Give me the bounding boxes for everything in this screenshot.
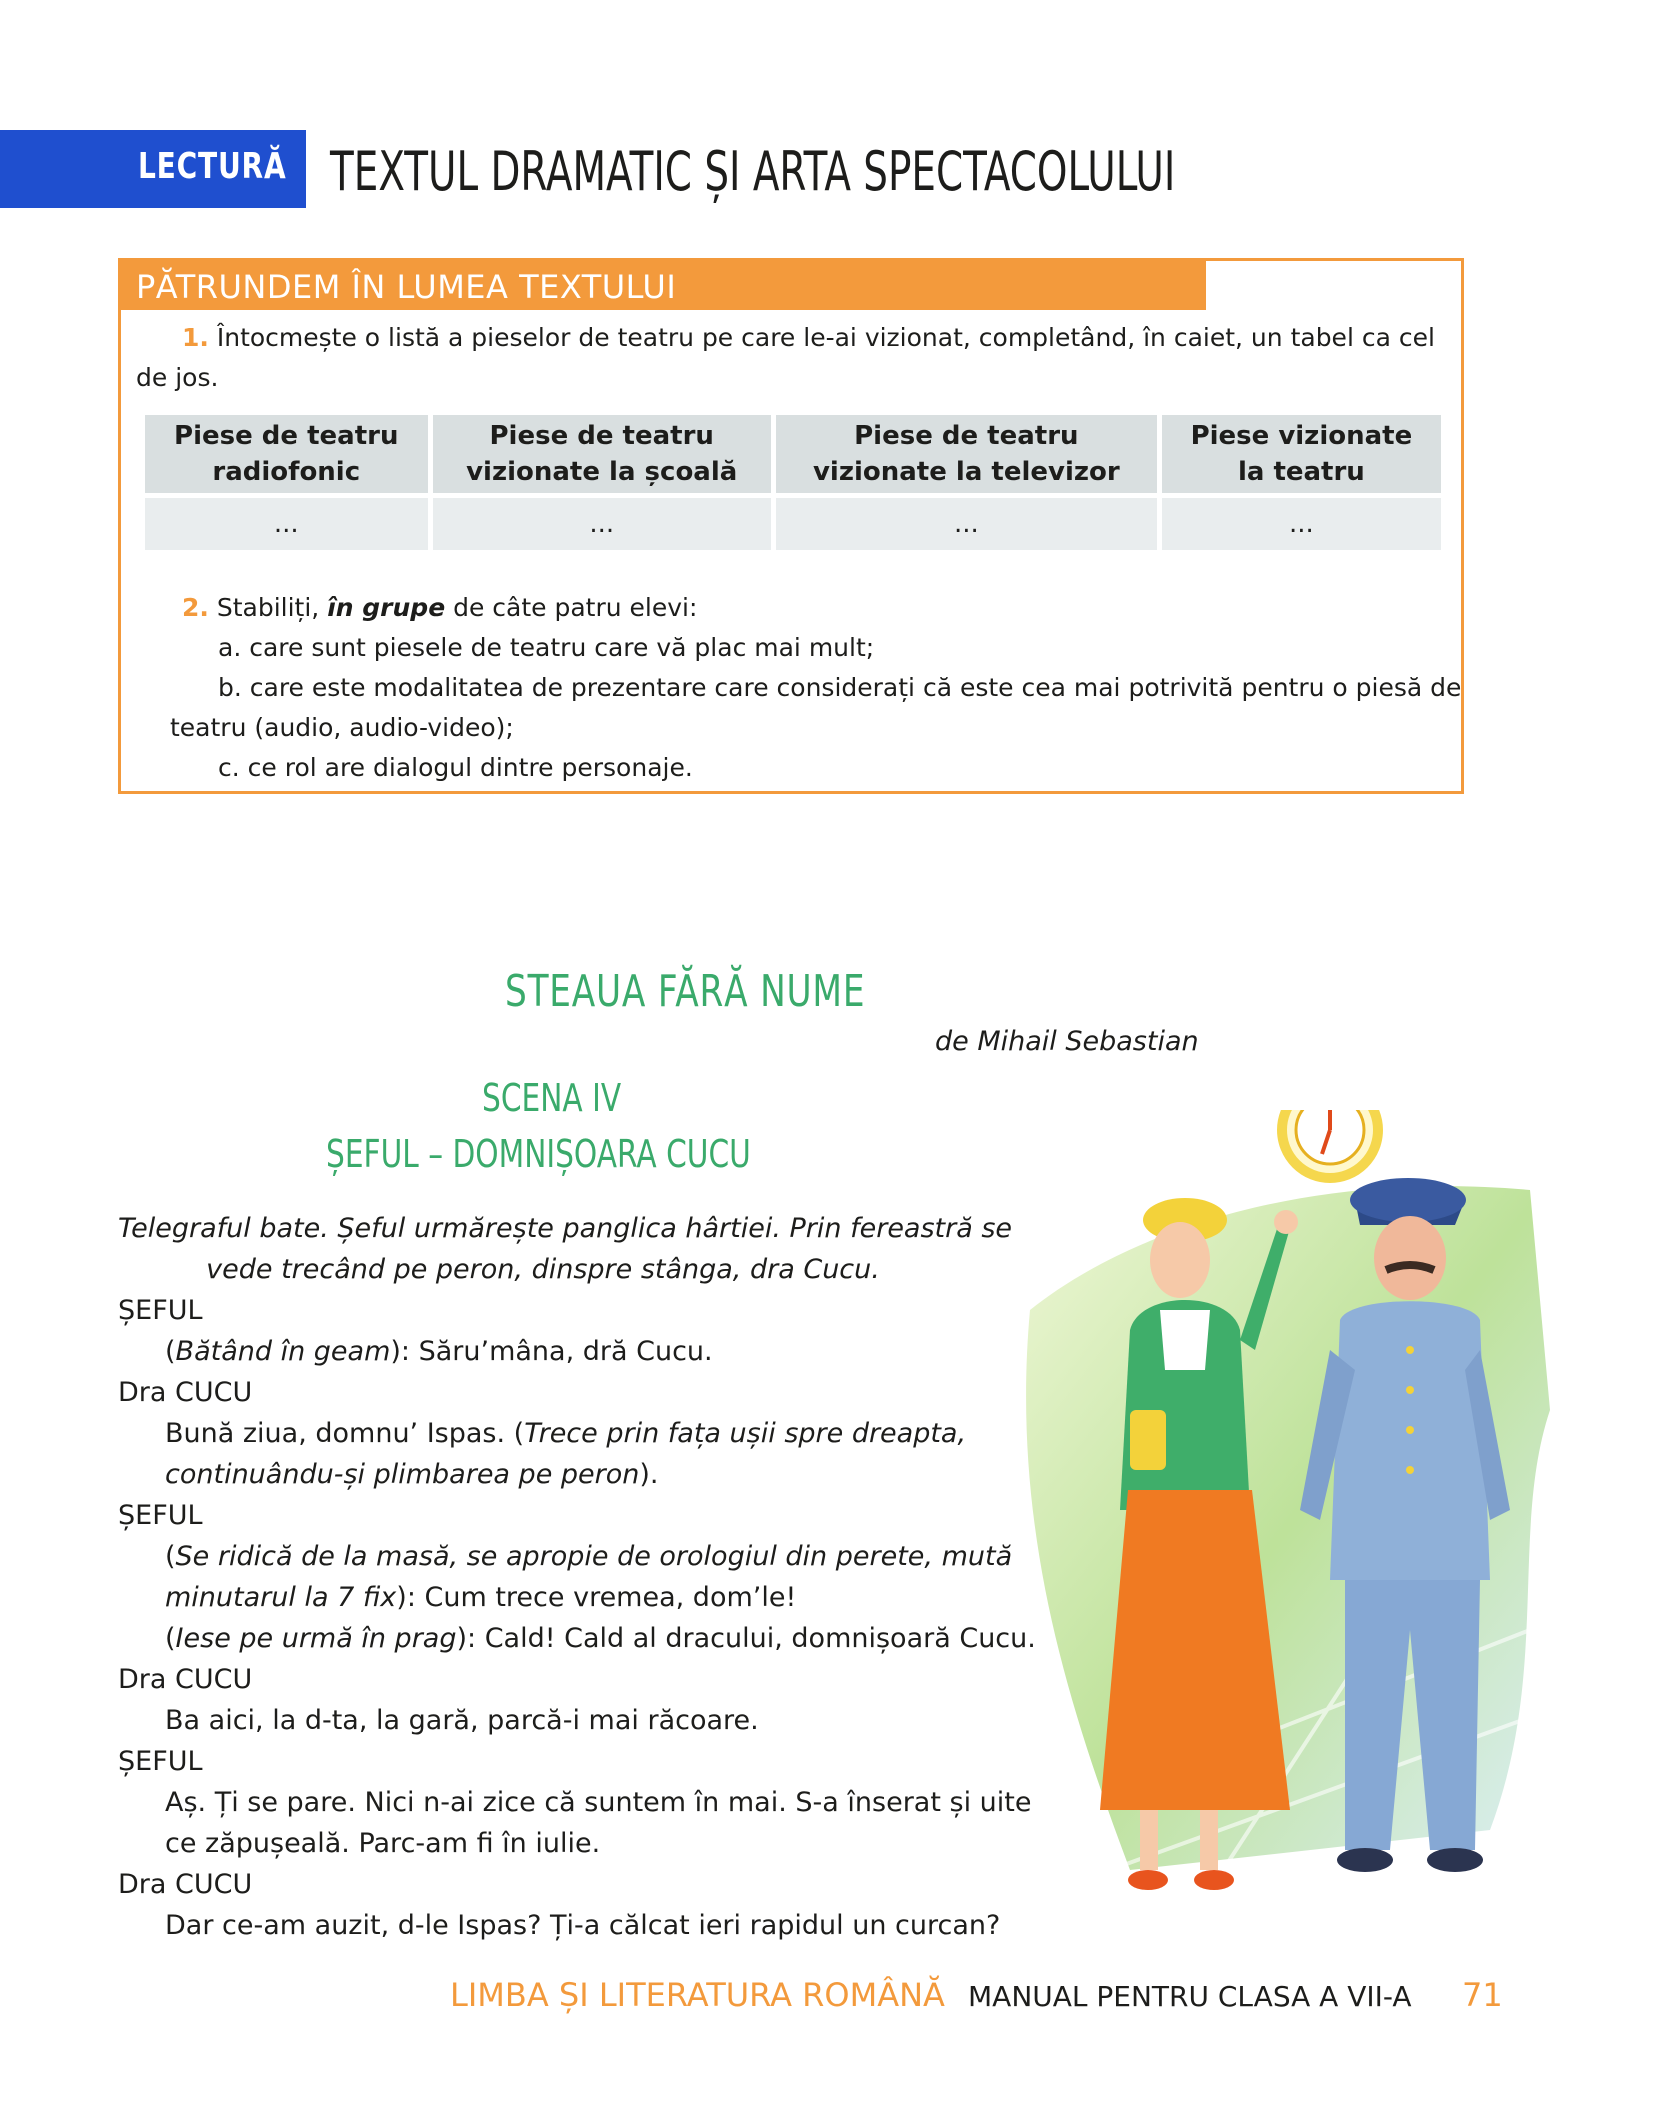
table-row [145, 498, 1441, 550]
task-2-item-a: a. care sunt piesele de teatru care vă plac mai mult; [218, 633, 875, 662]
stage-direction: Telegraful bate. Șeful urmărește panglica hârtiei. Prin fereastră se [118, 1213, 1013, 1244]
dialogue-line: (Bătând în geam): Săru’mâna, dră Cucu. [165, 1336, 713, 1367]
plays-table [140, 410, 1446, 555]
task-1-number: 1. [182, 323, 209, 352]
task-2-item-b-cont: teatru (audio, audio-video); [170, 713, 514, 742]
task-1-line-2: de jos. [136, 363, 219, 392]
task-2-item-b: b. care este modalitatea de prezentare care considerați că este cea mai potrivită pentru o piesă de [218, 673, 1462, 702]
play-author: de Mihail Sebastian [935, 1026, 1199, 1057]
speaker-name: ȘEFUL [118, 1500, 203, 1531]
footer-subject: LIMBA ȘI LITERATURA ROMÂNĂ [450, 1976, 945, 2014]
dialogue-line: Dar ce-am auzit, d-le Ispas? Ți-a călcat ieri rapidul un curcan? [165, 1910, 1001, 1941]
task-2-emphasis: în grupe [327, 593, 446, 622]
speaker-name: ȘEFUL [118, 1295, 203, 1326]
table-header-cell: Piese de teatru vizionate la școală [433, 415, 771, 493]
scene-number: SCENA IV [482, 1076, 622, 1120]
page-title: TEXTUL DRAMATIC ȘI ARTA SPECTACOLULUI [330, 140, 1176, 203]
table-cell: ... [776, 498, 1157, 550]
task-2-item-c: c. ce rol are dialogul dintre personaje. [218, 753, 693, 782]
page-number: 71 [1462, 1976, 1503, 2014]
section-label: LECTURĂ [138, 146, 287, 187]
speaker-name: Dra CUCU [118, 1377, 253, 1408]
table-header-cell: Piese vizionate la teatru [1162, 415, 1441, 493]
stage-direction: vede trecând pe peron, dinspre stânga, dra Cucu. [206, 1254, 880, 1285]
speaker-name: Dra CUCU [118, 1664, 253, 1695]
dialogue-line: ce zăpușeală. Parc-am fi în iulie. [165, 1828, 601, 1859]
task-2-intro: 2. Stabiliți, în grupe de câte patru elevi: [182, 593, 698, 622]
illustration-characters [1010, 1110, 1570, 1910]
table-header-row [145, 415, 1441, 493]
task-2-number: 2. [182, 593, 209, 622]
play-title: STEAUA FĂRĂ NUME [505, 966, 866, 1017]
dialogue-line: minutarul la 7 fix): Cum trece vremea, dom’le! [165, 1582, 797, 1613]
clock-icon [1282, 1110, 1378, 1178]
activity-heading: PĂTRUNDEM ÎN LUMEA TEXTULUI [136, 268, 677, 306]
table-header-cell: Piese de teatru vizionate la televizor [776, 415, 1157, 493]
table-header-cell: Piese de teatru radiofonic [145, 415, 428, 493]
dialogue-line: continuându-și plimbarea pe peron). [165, 1459, 659, 1490]
task-1-text: Întocmește o listă a pieselor de teatru pe care le-ai vizionat, completând, în caiet, un tabel ca cel [216, 323, 1435, 352]
dialogue-line: Aș. Ți se pare. Nici n-ai zice că suntem în mai. S-a înserat și uite [165, 1787, 1032, 1818]
speaker-name: ȘEFUL [118, 1746, 203, 1777]
speaker-name: Dra CUCU [118, 1869, 253, 1900]
dialogue-line: Bună ziua, domnu’ Ispas. (Trece prin fața ușii spre dreapta, [165, 1418, 967, 1449]
table-cell: ... [1162, 498, 1441, 550]
footer-manual: MANUAL PENTRU CLASA A VII-A [968, 1980, 1412, 2013]
table-cell: ... [145, 498, 428, 550]
task-1-line-1 [182, 318, 1435, 358]
dialogue-line: Ba aici, la d-ta, la gară, parcă-i mai răcoare. [165, 1705, 759, 1736]
scene-cast: ȘEFUL – DOMNIȘOARA CUCU [326, 1132, 751, 1176]
table-cell: ... [433, 498, 771, 550]
dialogue-line: (Iese pe urmă în prag): Cald! Cald al dracului, domnișoară Cucu. [165, 1623, 1036, 1654]
dialogue-line: (Se ridică de la masă, se apropie de orologiul din perete, mută [165, 1541, 1013, 1572]
